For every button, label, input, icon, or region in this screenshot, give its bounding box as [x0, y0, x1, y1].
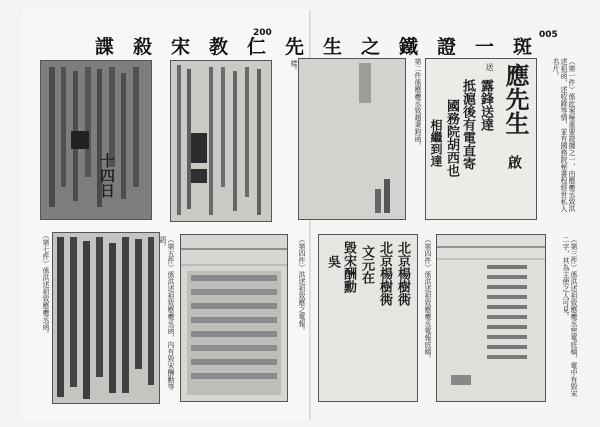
caption-left-bottom-b: （第七件）係洪述祖致應夔丞函。 — [42, 232, 50, 337]
caption-far-right-bottom: （第三件）係洪述祖致應夔丞密電底稿，電中有毀宋二字，其為主使之人可見。 — [562, 236, 578, 397]
scan-texture — [181, 235, 287, 401]
handwritten-note-3: 國務院胡西也 — [444, 99, 459, 177]
caption-left-top: 樣。 — [290, 60, 298, 74]
handwritten-seal-char: 啟 — [506, 155, 522, 169]
scan-texture — [299, 59, 405, 219]
handwritten-line-3: 文元在 — [359, 245, 374, 284]
handwritten-line-5: 吳 — [325, 255, 340, 268]
document-telegram-form-right — [436, 234, 546, 402]
caption-right-top-b: 第二件係應夔丞致趙秉鈞函。 — [414, 58, 422, 149]
handwritten-date: 十四日 — [98, 153, 116, 198]
document-letter-bottom-left — [52, 232, 160, 404]
caption-right-bottom-a: （第四件）係洪述祖致應夔丞電報底稿。 — [424, 236, 432, 362]
document-letter-handwritten — [425, 58, 537, 220]
document-envelope-scan — [298, 58, 406, 220]
document-scan-top-left — [40, 60, 152, 220]
caption-left-bottom-a: （第五件）係洪述祖致應夔丞函，內有毀宋酬勳等語。 — [159, 236, 175, 390]
handwritten-recipient: 應先生 — [501, 63, 530, 135]
handwritten-note-2: 抵滬後有電直寄 — [460, 79, 475, 170]
scan-texture — [171, 61, 271, 221]
handwritten-note-4: 相繼到達 — [429, 119, 443, 167]
document-letter-bottom-center — [318, 234, 418, 402]
document-telegram-form-left — [180, 234, 288, 402]
page-title: 諜殺宋教仁先生之鐵證一斑 — [95, 36, 552, 58]
scan-texture — [41, 61, 151, 219]
handwritten-note-1: 露鋒送達 — [478, 79, 493, 131]
scan-texture — [53, 233, 159, 403]
caption-right-top-a: （第一件）係此案極重要證據之一，由應夔丞致洪述祖函，述收錄等情，並有國務院秘書程經世私人名片。 — [552, 58, 576, 212]
document-scan-top-center-left — [170, 60, 272, 222]
caption-right-bottom-b: （第四件）洪述祖致應之電報。 — [298, 236, 306, 334]
handwritten-line-4: 毀宋酬勳 — [341, 241, 356, 293]
page-number-right: 005 — [539, 30, 558, 40]
stamp-label: 送 — [485, 63, 494, 71]
page-number-left: 200 — [253, 28, 272, 38]
handwritten-line-2: 北京楊樹衖 — [377, 241, 392, 306]
scan-texture — [437, 235, 545, 401]
handwritten-line-1: 北京楊樹衖 — [395, 241, 410, 306]
